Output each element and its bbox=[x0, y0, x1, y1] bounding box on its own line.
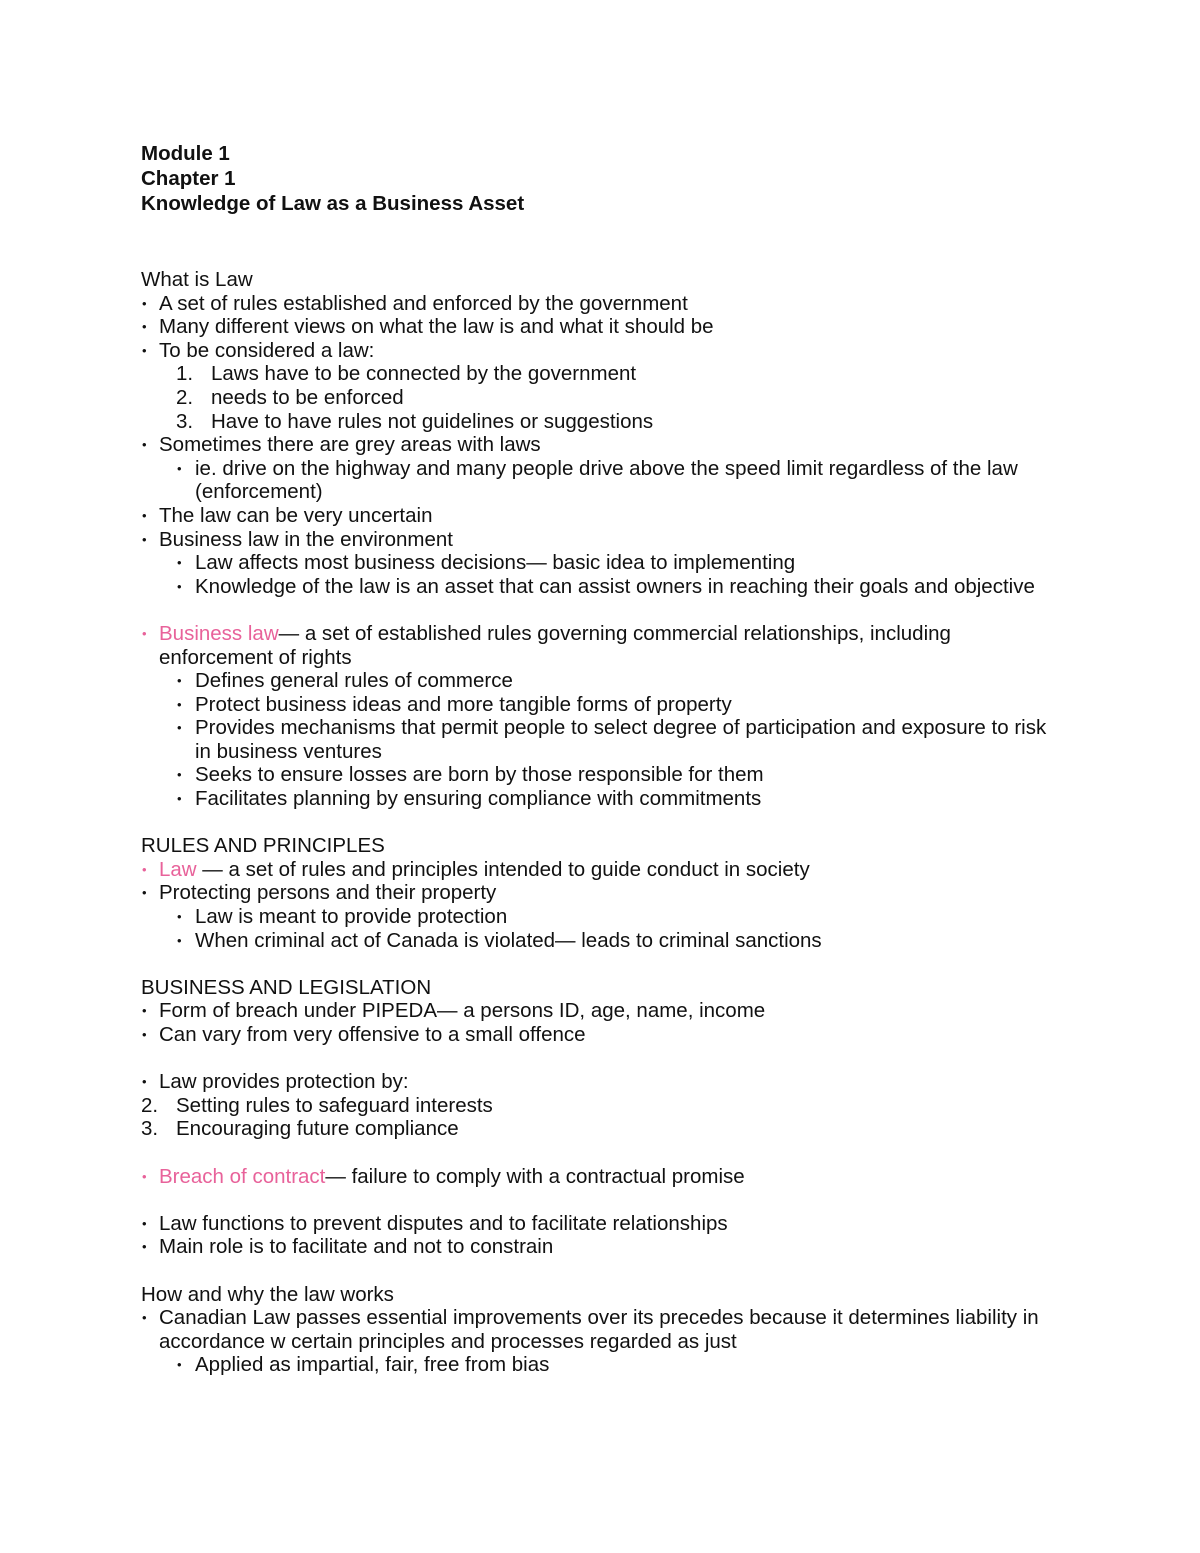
spacer bbox=[141, 811, 1061, 835]
key-term: Law bbox=[159, 857, 197, 881]
numbered-item: 2. Setting rules to safeguard interests bbox=[141, 1093, 493, 1117]
chapter-title: Chapter 1 bbox=[141, 167, 236, 190]
bullet-marker: • bbox=[142, 531, 147, 547]
sub-list-item: • Defines general rules of commerce bbox=[177, 669, 513, 693]
sub-list-item: • Protect business ideas and more tangible forms of property bbox=[177, 692, 732, 716]
list-item: • A set of rules established and enforced by the government bbox=[142, 291, 688, 315]
spacer bbox=[141, 1047, 1061, 1071]
key-term: Business law bbox=[159, 621, 279, 645]
title-block bbox=[141, 141, 524, 216]
notes-body bbox=[141, 268, 1061, 1377]
sub-list-item: • Provides mechanisms that permit people to select degree of participation and exposure to risk in business ventures bbox=[177, 716, 1047, 763]
sub-list-item: • Seeks to ensure losses are born by those responsible for them bbox=[177, 763, 764, 787]
bullet-marker: • bbox=[142, 861, 147, 877]
spacer bbox=[141, 952, 1061, 976]
bullet-marker: • bbox=[177, 673, 182, 689]
bullet-marker: • bbox=[177, 555, 182, 571]
list-item: • Form of breach under PIPEDA— a persons ID, age, name, income bbox=[142, 999, 766, 1023]
bullet-marker: • bbox=[142, 1027, 147, 1042]
bullet-marker: • bbox=[142, 507, 147, 523]
list-item: • Protecting persons and their property bbox=[142, 881, 497, 905]
bullet-marker: • bbox=[177, 909, 182, 925]
sub-list-item: • Applied as impartial, fair, free from bias bbox=[177, 1353, 550, 1377]
list-item: • Breach of contract— failure to comply with a contractual promise bbox=[142, 1164, 745, 1188]
bullet-marker: • bbox=[177, 791, 182, 807]
key-term: Breach of contract bbox=[159, 1164, 326, 1188]
chapter-heading: Knowledge of Law as a Business Asset bbox=[141, 192, 525, 215]
spacer bbox=[141, 1259, 1061, 1283]
sub-list-item: • Knowledge of the law is an asset that can assist owners in reaching their goals and objective bbox=[177, 574, 1035, 598]
number-marker: 2. bbox=[141, 1093, 159, 1117]
bullet-marker: • bbox=[142, 342, 147, 358]
numbered-item: 1. Laws have to be connected by the government bbox=[176, 362, 637, 386]
sub-list-item: • When criminal act of Canada is violated— leads to criminal sanctions bbox=[177, 928, 822, 952]
numbered-item: 2. needs to be enforced bbox=[176, 385, 404, 409]
list-item: • Law provides protection by: bbox=[142, 1070, 409, 1094]
bullet-marker: • bbox=[142, 1215, 147, 1231]
section-heading-what-is-law: What is Law bbox=[141, 268, 253, 291]
numbered-item: 3. Encouraging future compliance bbox=[141, 1117, 459, 1141]
bullet-marker: • bbox=[142, 437, 147, 453]
list-item: • Law functions to prevent disputes and to facilitate relationships bbox=[142, 1211, 728, 1235]
bullet-marker: • bbox=[142, 1168, 147, 1184]
list-item: • Law — a set of rules and principles intended to guide conduct in society bbox=[142, 857, 810, 881]
bullet-marker: • bbox=[177, 696, 182, 712]
bullet-marker: • bbox=[142, 295, 147, 311]
sub-list-item: • Law affects most business decisions— basic idea to implementing bbox=[177, 551, 796, 575]
bullet-marker: • bbox=[177, 932, 182, 948]
list-item: • Business law in the environment bbox=[142, 527, 453, 551]
bullet-marker: • bbox=[177, 1357, 182, 1373]
number-marker: 3. bbox=[176, 409, 194, 433]
spacer bbox=[141, 1141, 1061, 1165]
number-marker: 2. bbox=[176, 385, 194, 409]
section-heading-how-why: How and why the law works bbox=[141, 1282, 394, 1306]
list-item: • Business law— a set of established rules governing commercial relationships, including enforcement of rights bbox=[142, 621, 951, 669]
bullet-marker: • bbox=[177, 578, 182, 594]
module-title: Module 1 bbox=[141, 142, 230, 165]
list-item: • The law can be very uncertain bbox=[142, 503, 433, 527]
bullet-marker: • bbox=[177, 767, 182, 783]
list-item: • Sometimes there are grey areas with laws bbox=[142, 433, 541, 457]
bullet-marker: • bbox=[142, 1003, 147, 1019]
spacer bbox=[141, 598, 1061, 622]
spacer bbox=[141, 1188, 1061, 1212]
list-item: • Can vary from very offensive to a small offence bbox=[142, 1023, 586, 1046]
list-item: • Many different views on what the law is and what it should be bbox=[142, 315, 714, 339]
bullet-marker: • bbox=[142, 625, 147, 641]
number-marker: 3. bbox=[141, 1117, 159, 1141]
sub-list-item: • Law is meant to provide protection bbox=[177, 905, 508, 929]
numbered-item: 3. Have to have rules not guidelines or suggestions bbox=[176, 409, 654, 433]
bullet-marker: • bbox=[177, 460, 182, 476]
section-heading-rules: RULES AND PRINCIPLES bbox=[141, 834, 385, 858]
bullet-marker: • bbox=[142, 885, 147, 901]
bullet-marker: • bbox=[142, 1310, 147, 1326]
section-heading-legislation: BUSINESS AND LEGISLATION bbox=[141, 975, 432, 999]
bullet-marker: • bbox=[177, 720, 182, 736]
list-item: • To be considered a law: bbox=[142, 338, 375, 362]
sub-list-item: • Facilitates planning by ensuring compliance with commitments bbox=[177, 787, 762, 811]
bullet-marker: • bbox=[142, 1239, 147, 1255]
sub-list-item: • ie. drive on the highway and many people drive above the speed limit regardless of the law (enforcement) bbox=[177, 456, 1018, 504]
number-marker: 1. bbox=[176, 362, 194, 386]
bullet-marker: • bbox=[142, 319, 147, 335]
bullet-marker: • bbox=[142, 1074, 147, 1090]
list-item: • Canadian Law passes essential improvements over its precedes because it determines liability in accordance w certain principles and processes regarded as just bbox=[142, 1306, 1039, 1353]
list-item: • Main role is to facilitate and not to constrain bbox=[142, 1235, 554, 1259]
